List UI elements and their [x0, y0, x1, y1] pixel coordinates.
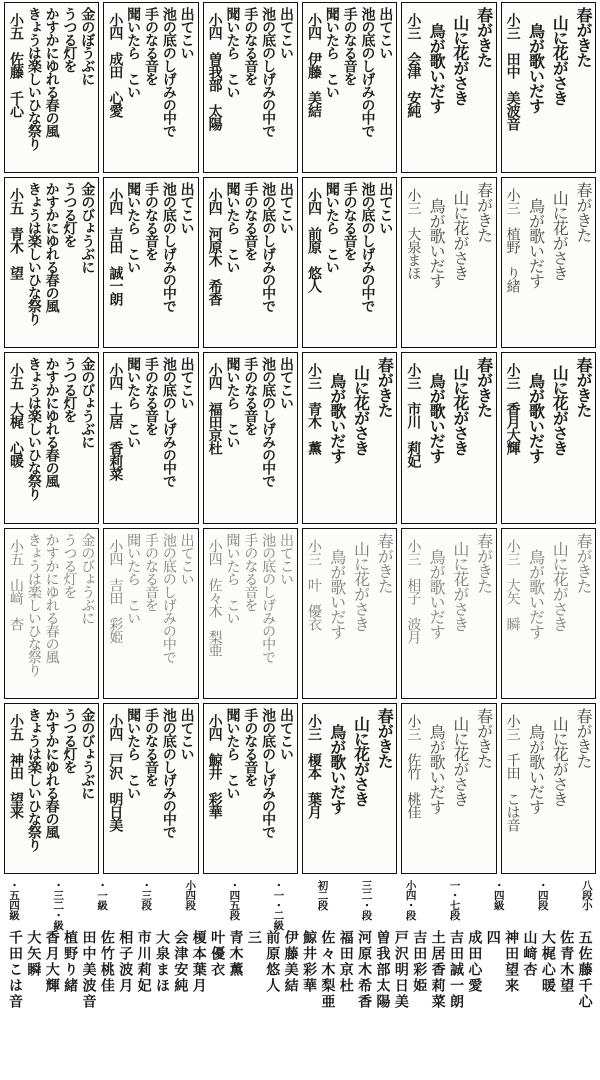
poem-line: 聞いたら こい [224, 357, 241, 449]
student-name: 小四 吉田 誠一朗 [107, 188, 124, 306]
student-name: 小五 青木 望 [8, 188, 24, 280]
poem-line: 鳥が歌いだす [526, 198, 546, 289]
poem-line: 池の底のしげみの中で [260, 357, 277, 488]
poem-line: 池の底のしげみの中で [160, 7, 177, 137]
poem-line: 山に花がさき [550, 365, 570, 456]
student-name: 小四 福田京杜 [206, 363, 223, 455]
student-name: 小三 千田 こは音 [504, 713, 521, 831]
student-name: 小四 成田 心愛 [107, 13, 124, 117]
calligraphy-piece [501, 528, 596, 699]
poem-line: きょうは楽しいひな祭り [25, 182, 42, 326]
poem-line: 春がきた [574, 707, 593, 768]
student-name: 小五 神田 望来 [8, 713, 24, 818]
calligraphy-grid [4, 2, 596, 874]
honoree-name: 成田心愛 [466, 930, 483, 994]
piece-text-columns [306, 357, 395, 518]
poem-line: うつる灯を [61, 7, 78, 72]
poem-line: 出てこい [178, 357, 195, 410]
student-name: 小五 大梶 心暖 [8, 363, 24, 468]
poem-line: 春がきた [474, 707, 494, 768]
student-name: 小三 田中 美波音 [504, 13, 521, 130]
poem-line: 山に花がさき [450, 190, 470, 281]
calligraphy-piece [103, 177, 198, 348]
poem-line: 池の底のしげみの中で [260, 182, 277, 313]
rank-label: 一・七段 [448, 880, 461, 920]
piece-text-columns [108, 7, 193, 168]
poem-line: 金のびょうぶに [79, 182, 96, 274]
student-name: 小三 相子 波月 [405, 538, 422, 643]
honoree-name: 前原悠人 [264, 930, 281, 994]
honoree-name: 佐々木梨亜 [319, 930, 336, 1010]
rank-label: ・一・二級 [272, 880, 285, 930]
piece-text-columns [405, 357, 494, 518]
poem-line: うつる灯を [61, 182, 78, 248]
poem-line: うつる灯を [61, 707, 78, 773]
piece-text-columns [506, 7, 591, 168]
rank-label: ・四五段 [228, 880, 241, 920]
calligraphy-piece [302, 2, 397, 173]
student-name: 小三 叶 優衣 [306, 538, 322, 630]
poem-line: 鳥が歌いだす [427, 548, 447, 639]
poem-line: 春がきた [574, 532, 593, 593]
calligraphy-piece [501, 2, 596, 173]
calligraphy-piece [302, 177, 397, 348]
poem-line: 鳥が歌いだす [327, 723, 347, 814]
honoree-name: 会津安純 [172, 930, 189, 994]
piece-text-columns [9, 7, 94, 168]
piece-text-columns [506, 533, 591, 694]
calligraphy-piece [4, 528, 99, 699]
poem-line: 池の底のしげみの中で [160, 357, 177, 488]
poem-line: きょうは楽しいひな祭り [25, 7, 42, 150]
calligraphy-piece [203, 528, 298, 699]
piece-text-columns [108, 357, 193, 518]
poem-line: 春がきた [574, 7, 593, 67]
piece-text-columns [108, 708, 193, 869]
student-name: 小三 大泉まほ [405, 188, 422, 280]
poem-line: 鳥が歌いだす [526, 23, 546, 113]
poem-line: 山に花がさき [550, 15, 570, 105]
calligraphy-piece [302, 528, 397, 699]
calligraphy-piece [501, 352, 596, 523]
poem-line: 手のなる音を [142, 182, 159, 261]
student-name: 小三 市川 莉妃 [405, 363, 422, 468]
honoree-name: 青木薫 [227, 930, 244, 978]
poem-line: うつる灯を [61, 357, 78, 423]
piece-text-columns [208, 533, 293, 694]
poem-line: 山に花がさき [450, 715, 470, 806]
poem-line: 出てこい [178, 7, 195, 59]
calligraphy-piece [501, 703, 596, 874]
poem-line: 春がきた [375, 357, 395, 418]
poem-line: 手のなる音を [142, 7, 159, 85]
honoree-name: 神田望来 [503, 930, 520, 994]
poem-line: 山に花がさき [351, 365, 371, 456]
poem-line: 鳥が歌いだす [526, 723, 546, 814]
poem-line: 聞いたら こい [125, 357, 142, 449]
honoree-name: 大矢瞬 [25, 930, 42, 978]
poem-line: かすかにゆれる春の風 [43, 182, 60, 313]
poem-line: 鳥が歌いだす [327, 373, 347, 464]
piece-text-columns [306, 532, 395, 694]
calligraphy-piece [203, 703, 298, 874]
poem-line: 出てこい [377, 7, 394, 59]
calligraphy-piece [501, 177, 596, 348]
poem-line: 春がきた [474, 532, 494, 593]
poem-line: 鳥が歌いだす [427, 198, 447, 289]
poem-line: 池の底のしげみの中で [359, 7, 376, 137]
honoree-name: 曽我部太陽 [374, 930, 391, 1010]
honoree-name: 相子波月 [117, 930, 134, 994]
calligraphy-piece [401, 2, 496, 173]
poem-line: 聞いたら こい [125, 7, 142, 98]
poem-line: 出てこい [277, 182, 294, 235]
poem-line: 出てこい [277, 532, 294, 585]
honoree-list [0, 878, 600, 1080]
poem-line: 山に花がさき [351, 540, 371, 631]
poem-line: かすかにゆれる春の風 [43, 532, 60, 663]
poem-line: 手のなる音を [242, 707, 259, 786]
honoree-name: 五佐藤千心 [576, 930, 593, 1010]
calligraphy-piece [401, 703, 496, 874]
poem-line: 出てこい [277, 707, 294, 760]
piece-text-columns [506, 182, 591, 343]
poem-line: きょうは楽しいひな祭り [25, 357, 42, 501]
honoree-name: 香月大輝 [43, 930, 60, 994]
student-name: 小四 曽我部 太陽 [206, 13, 223, 130]
poem-line: 聞いたら こい [323, 182, 340, 274]
rank-label: ・四級 [492, 880, 505, 910]
poem-line: きょうは楽しいひな祭り [25, 707, 42, 851]
piece-text-columns [9, 533, 94, 694]
poem-line: 山に花がさき [450, 540, 470, 631]
student-name: 小四 鯨井 彩華 [206, 713, 223, 818]
poem-line: 出てこい [178, 707, 195, 760]
poem-line: 山に花がさき [550, 540, 570, 631]
honoree-name: 榎本葉月 [190, 930, 207, 994]
poem-line: 池の底のしげみの中で [359, 182, 376, 313]
calligraphy-piece [203, 352, 298, 523]
student-name: 小三 青木 薫 [306, 363, 322, 455]
poem-line: 手のなる音を [142, 532, 159, 611]
poem-line: 山に花がさき [450, 365, 470, 456]
calligraphy-piece [103, 528, 198, 699]
poem-line: 聞いたら こい [224, 707, 241, 799]
student-name: 小三 大矢 瞬 [504, 538, 521, 630]
poem-line: 聞いたら こい [224, 182, 241, 274]
calligraphy-piece [4, 2, 99, 173]
piece-text-columns [405, 532, 494, 694]
piece-text-columns [108, 182, 193, 343]
rank-label: ・一級 [96, 880, 109, 910]
student-name: 小三 佐竹 桃佳 [405, 713, 422, 818]
honoree-name: 鯨井彩華 [301, 930, 317, 994]
poem-line: 鳥が歌いだす [427, 723, 447, 814]
poem-line: 手のなる音を [341, 182, 358, 261]
calligraphy-piece [203, 2, 298, 173]
rank-label: 初二段 [316, 880, 329, 910]
calligraphy-piece [103, 703, 198, 874]
honoree-name: 土居香莉菜 [429, 930, 446, 1010]
poem-line: 手のなる音を [242, 182, 259, 261]
poem-line: 池の底のしげみの中で [260, 7, 277, 137]
honoree-name: 吉田誠一朗 [448, 930, 464, 1010]
poem-line: 聞いたら こい [323, 7, 340, 98]
rank-label: 小四・段 [404, 880, 417, 920]
poem-line: 山に花がさき [351, 715, 371, 806]
poem-line: 池の底のしげみの中で [260, 532, 277, 663]
rank-row [8, 880, 593, 930]
piece-text-columns [306, 707, 395, 869]
poem-line: 山に花がさき [550, 715, 570, 806]
poem-line: 出てこい [277, 357, 294, 410]
poem-line: 春がきた [574, 182, 593, 243]
calligraphy-piece [4, 703, 99, 874]
honoree-name: 千田こは音 [7, 930, 23, 1010]
poem-line: 聞いたら こい [224, 532, 241, 624]
poem-line: 出てこい [377, 182, 394, 235]
student-name: 小四 河原木 希香 [206, 188, 223, 306]
grade-marker: 四 [484, 930, 501, 944]
poem-line: 鳥が歌いだす [526, 548, 546, 639]
poem-line: 聞いたら こい [125, 532, 142, 624]
calligraphy-piece [401, 528, 496, 699]
honoree-name: 佐竹桃佳 [98, 930, 115, 994]
calligraphy-piece [103, 2, 198, 173]
poem-line: 鳥が歌いだす [526, 373, 546, 464]
honoree-name: 河原木希香 [356, 930, 373, 1010]
poem-line: 池の底のしげみの中で [160, 532, 177, 663]
poem-line: うつる灯を [61, 532, 78, 598]
poem-line: 手のなる音を [242, 357, 259, 436]
poem-line: 出てこい [178, 182, 195, 235]
poem-line: 池の底のしげみの中で [160, 707, 177, 838]
rank-label: 小四段 [184, 880, 197, 910]
student-name: 小五 山﨑 杏 [8, 538, 24, 630]
poem-line: かすかにゆれる春の風 [43, 7, 60, 137]
piece-text-columns [9, 357, 94, 518]
poem-line: 聞いたら こい [125, 182, 142, 274]
poem-line: 池の底のしげみの中で [260, 707, 277, 838]
poem-line: 春がきた [474, 357, 494, 418]
honoree-name: 伊藤美結 [282, 930, 299, 994]
calligraphy-piece [302, 352, 397, 523]
honoree-name: 大泉まほ [154, 930, 170, 994]
piece-text-columns [506, 357, 591, 518]
student-name: 小四 土居 香莉菜 [107, 363, 124, 481]
poem-line: 春がきた [474, 182, 494, 243]
rank-label: ・三段 [140, 880, 153, 910]
piece-text-columns [506, 708, 591, 869]
calligraphy-piece [4, 177, 99, 348]
poem-line: 出てこい [178, 532, 195, 585]
poem-line: 春がきた [574, 357, 593, 418]
student-name: 小三 会津 安純 [405, 13, 422, 117]
poem-line: 手のなる音を [242, 532, 259, 611]
calligraphy-piece [103, 352, 198, 523]
calligraphy-piece [401, 177, 496, 348]
student-name: 小四 佐々木 梨亜 [206, 538, 223, 656]
honoree-name: 市川莉妃 [135, 930, 152, 994]
rank-label: 八段小 [580, 880, 593, 910]
honoree-name: 山﨑杏 [521, 930, 538, 978]
poem-line: きょうは楽しいひな祭り [25, 532, 42, 676]
piece-text-columns [208, 357, 293, 518]
rank-label: 三二・段 [360, 880, 373, 920]
honoree-name: 大梶心暖 [539, 930, 556, 994]
poem-line: 聞いたら こい [224, 7, 241, 98]
poem-line: 手のなる音を [142, 707, 159, 786]
poem-line: 手のなる音を [242, 7, 259, 85]
piece-text-columns [208, 7, 293, 168]
piece-text-columns [108, 533, 193, 694]
piece-text-columns [9, 708, 94, 869]
honoree-name: 田中美波音 [80, 930, 97, 1010]
piece-text-columns [405, 7, 494, 168]
poem-line: 春がきた [474, 7, 494, 67]
poem-line: 金のびょうぶに [79, 707, 96, 799]
poem-line: 出てこい [277, 7, 294, 59]
honoree-name: 吉田彩姫 [411, 930, 428, 994]
honoree-name: 佐青木望 [558, 930, 575, 994]
piece-text-columns [9, 182, 94, 343]
student-name: 小四 前原 悠人 [306, 188, 322, 293]
honoree-name: 福田京杜 [337, 930, 354, 994]
poem-line: 山に花がさき [450, 15, 470, 105]
poem-line: 鳥が歌いだす [327, 548, 347, 639]
poem-line: 金のびょうぶに [79, 532, 96, 624]
piece-text-columns [307, 182, 392, 343]
honoree-name: 戸沢明日美 [392, 930, 409, 1010]
student-name: 小四 吉田 彩姫 [107, 538, 124, 643]
poem-line: 金のぼうぶに [79, 7, 96, 85]
poem-line: 山に花がさき [550, 190, 570, 281]
piece-text-columns [405, 707, 494, 869]
student-name: 小四 伊藤 美結 [306, 13, 322, 117]
poem-line: 鳥が歌いだす [427, 373, 447, 464]
poem-line: 池の底のしげみの中で [160, 182, 177, 313]
piece-text-columns [208, 182, 293, 343]
piece-text-columns [307, 7, 392, 168]
rank-label: ・三二・級 [52, 880, 65, 930]
poem-line: 春がきた [375, 532, 395, 593]
poem-line: かすかにゆれる春の風 [43, 707, 60, 838]
poem-line: 春がきた [375, 707, 395, 768]
poem-line: 手のなる音を [142, 357, 159, 436]
grade-marker: 三 [245, 930, 262, 944]
student-name: 小五 佐藤 千心 [8, 13, 24, 117]
poem-line: 鳥が歌いだす [427, 23, 447, 113]
student-name: 小四 戸沢 明日美 [107, 713, 124, 831]
rank-label: ・五四級 [8, 880, 21, 920]
calligraphy-piece [4, 352, 99, 523]
student-name: 小三 植野 り緒 [504, 188, 521, 293]
honoree-name: 叶優衣 [209, 930, 226, 978]
piece-text-columns [405, 182, 494, 343]
student-name: 小三 榎本 葉月 [306, 713, 322, 818]
poem-line: かすかにゆれる春の風 [43, 357, 60, 488]
calligraphy-piece [302, 703, 397, 874]
names-row [8, 930, 592, 1080]
poem-line: 手のなる音を [341, 7, 358, 85]
poem-line: 聞いたら こい [125, 707, 142, 799]
calligraphy-piece [401, 352, 496, 523]
piece-text-columns [208, 708, 293, 869]
rank-label: ・四段 [536, 880, 549, 910]
honoree-name: 植野り緒 [62, 930, 79, 994]
poem-line: 金のびょうぶに [79, 357, 96, 449]
calligraphy-piece [203, 177, 298, 348]
student-name: 小三 香月大輝 [504, 363, 521, 455]
